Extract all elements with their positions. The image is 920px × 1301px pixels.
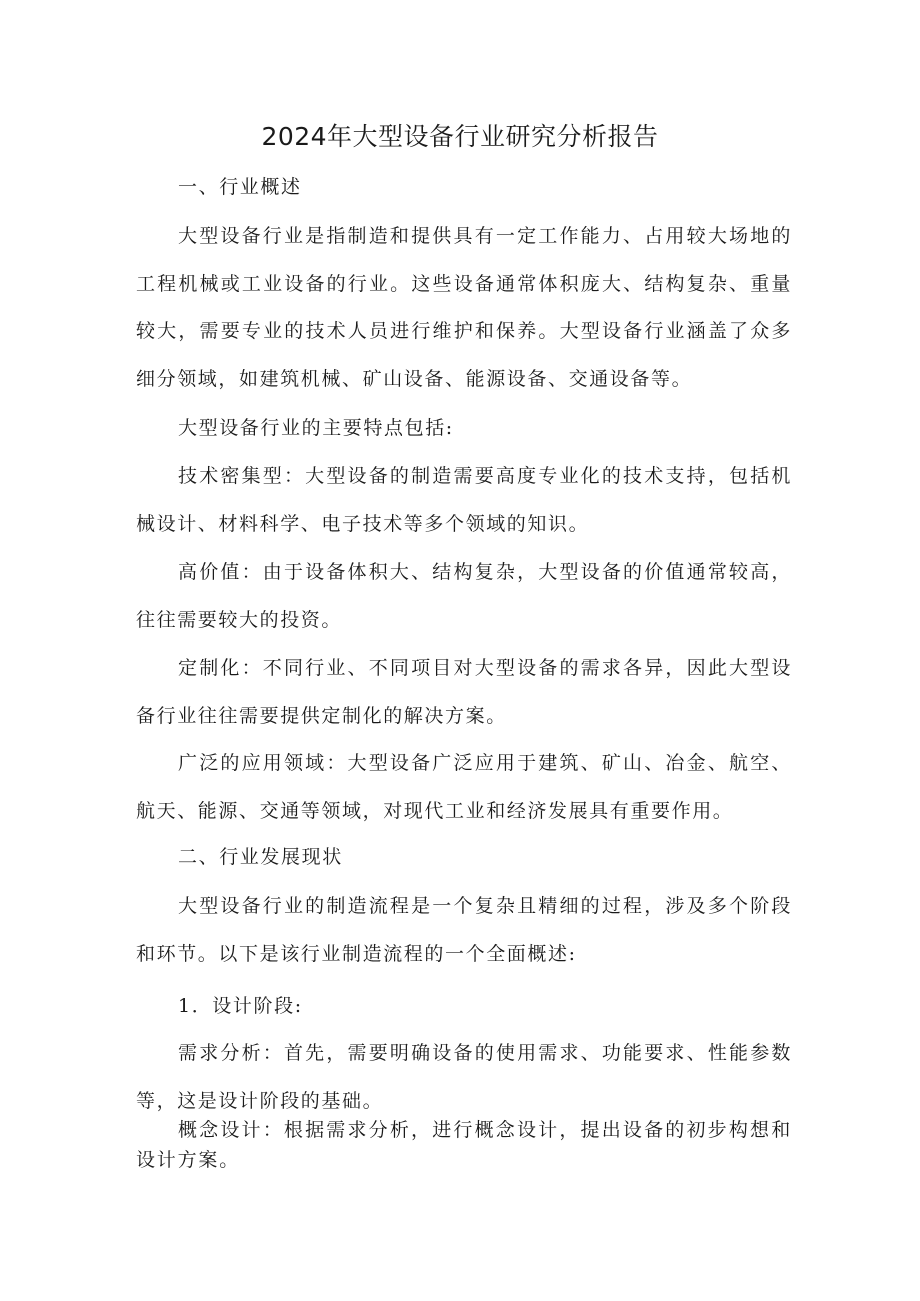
paragraph-customization: 定制化：不同行业、不同项目对大型设备的需求各异，因此大型设备行业往往需要提供定制化的解决方案。	[136, 657, 792, 727]
paragraph-concept-design: 概念设计：根据需求分析，进行概念设计，提出设备的初步构想和设计方案。	[136, 1119, 792, 1171]
paragraph-requirement-analysis: 需求分析：首先，需要明确设备的使用需求、功能要求、性能参数等，这是设计阶段的基础。	[136, 1042, 792, 1112]
paragraph-technology-intensive: 技术密集型：大型设备的制造需要高度专业化的技术支持，包括机械设计、材料科学、电子技术等多个领域的知识。	[136, 465, 792, 535]
section-heading-overview: 一、行业概述	[178, 176, 302, 198]
paragraph-main-features-intro: 大型设备行业的主要特点包括:	[178, 417, 454, 439]
paragraph-high-value: 高价值：由于设备体积大、结构复杂，大型设备的价值通常较高，往往需要较大的投资。	[136, 561, 792, 631]
paragraph-application-fields: 广泛的应用领域：大型设备广泛应用于建筑、矿山、冶金、航空、航天、能源、交通等领域，对现代工业和经济发展具有重要作用。	[136, 752, 792, 822]
section-heading-status: 二、行业发展现状	[178, 846, 343, 868]
paragraph-industry-definition: 大型设备行业是指制造和提供具有一定工作能力、占用较大场地的工程机械或工业设备的行业。这些设备通常体积庞大、结构复杂、重量较大，需要专业的技术人员进行维护和保养。大型设备行业涵盖了众多细分领域，如建筑机械、矿山设备、能源设备、交通设备等。	[136, 225, 792, 390]
document-title: 2024年大型设备行业研究分析报告	[261, 122, 659, 151]
paragraph-manufacturing-process: 大型设备行业的制造流程是一个复杂且精细的过程，涉及多个阶段和环节。以下是该行业制造流程的一个全面概述:	[136, 895, 792, 965]
paragraph-design-stage: 1．设计阶段:	[178, 995, 303, 1017]
